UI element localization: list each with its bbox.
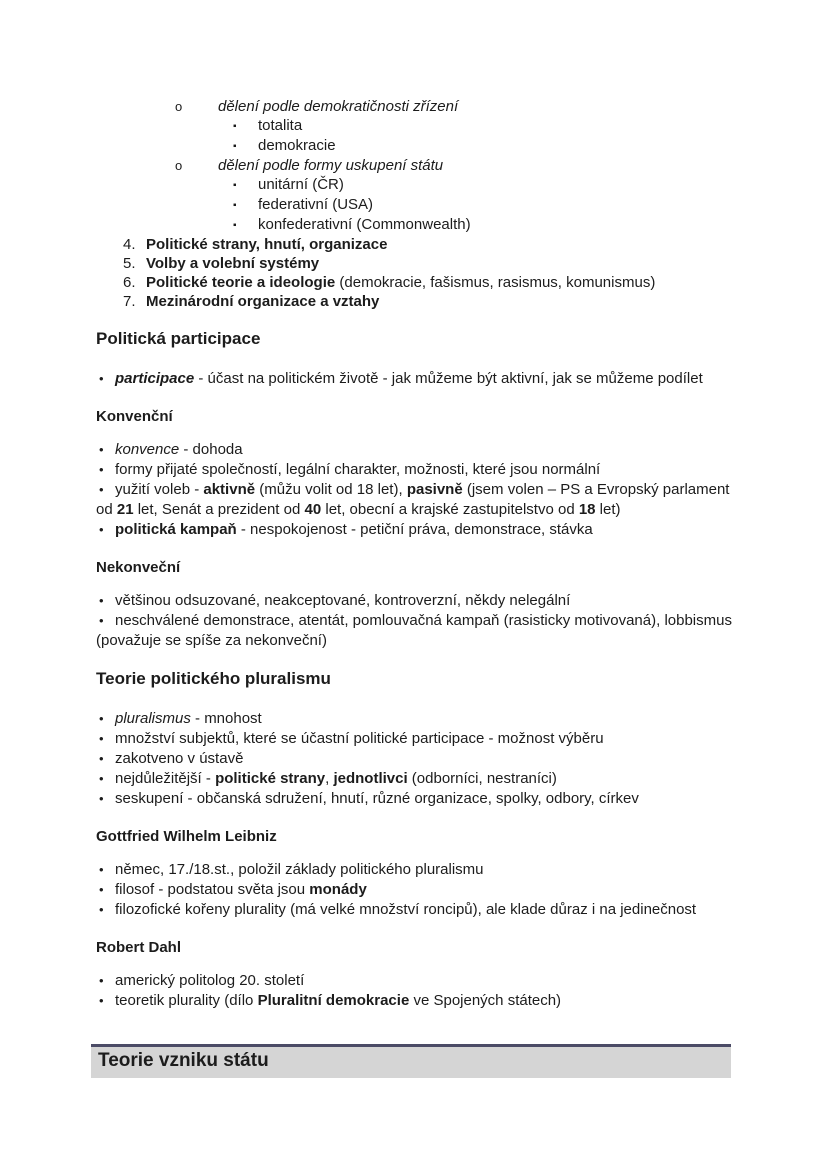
- square-bullet-icon: ▪: [233, 200, 237, 211]
- outline-square-item: [96, 175, 740, 195]
- section-heading: Konvenční: [96, 408, 173, 425]
- item-text: konvence - dohoda: [115, 441, 243, 458]
- list-item: [96, 789, 740, 809]
- list-item: [96, 769, 740, 789]
- item-text: politická kampaň - nespokojenost - petiční práva, demonstrace, stávka: [115, 521, 593, 538]
- list-item: [96, 991, 740, 1011]
- outline-label: dělení podle demokratičnosti zřízení: [218, 98, 459, 115]
- list-item: [96, 900, 740, 920]
- outline-label: federativní (USA): [258, 196, 374, 213]
- bullet-icon: •: [99, 482, 104, 497]
- outline-label: demokracie: [258, 137, 336, 154]
- item-number: 7.: [123, 293, 136, 310]
- numbered-item: [96, 273, 740, 292]
- item-text: filozofické kořeny plurality (má velké množství roncipů), ale klade důraz i na jedinečnost: [115, 901, 697, 918]
- item-text: seskupení - občanská sdružení, hnutí, různé organizace, spolky, odbory, církev: [115, 790, 639, 807]
- item-text: Volby a volební systémy: [146, 255, 320, 272]
- numbered-item: [96, 292, 740, 311]
- item-text: teoretik plurality (dílo Pluralitní demokracie ve Spojených státech): [115, 992, 562, 1009]
- outline-circle-item: [96, 156, 740, 175]
- item-text: němec, 17./18.st., položil základy politického pluralismu: [115, 861, 484, 878]
- item-text: neschválené demonstrace, atentát, pomlouvačná kampaň (rasisticky motivovaná), lobbismus (považuje se spíše za nekonveční): [96, 612, 732, 649]
- list-item: [96, 440, 740, 460]
- outline-label: dělení podle formy uskupení státu: [218, 157, 444, 174]
- item-text: pluralismus - mnohost: [115, 710, 262, 727]
- item-text: množství subjektů, které se účastní politické participace - možnost výběru: [115, 730, 604, 747]
- bullet-icon: •: [99, 522, 104, 537]
- list-item: [96, 709, 740, 729]
- list-item: [96, 729, 740, 749]
- list-item: [96, 591, 740, 611]
- list-item: [96, 520, 740, 540]
- bullet-icon: •: [99, 711, 104, 726]
- list-item: [96, 971, 740, 991]
- square-bullet-icon: ▪: [233, 220, 237, 231]
- outline-square-item: [96, 215, 740, 235]
- outline-circle-item: [96, 97, 740, 116]
- list-item: [96, 369, 740, 389]
- item-text: Politické teorie a ideologie (demokracie, fašismus, rasismus, komunismus): [146, 274, 656, 291]
- list-item: [96, 611, 740, 651]
- section-heading: Teorie politického pluralismu: [96, 669, 331, 688]
- section-heading-shaded: Teorie vzniku státu: [91, 1044, 731, 1078]
- list-item: [96, 480, 740, 520]
- bullet-icon: •: [99, 882, 104, 897]
- numbered-item: [96, 254, 740, 273]
- bullet-icon: •: [99, 751, 104, 766]
- item-number: 6.: [123, 274, 136, 291]
- bullet-icon: •: [99, 862, 104, 877]
- outline-square-item: [96, 195, 740, 215]
- outline-square-item: [96, 116, 740, 136]
- item-text: participace - účast na politickém životě - jak můžeme být aktivní, jak se můžeme podílet: [115, 370, 703, 387]
- square-bullet-icon: ▪: [233, 121, 237, 132]
- list-item: [96, 749, 740, 769]
- item-text: zakotveno v ústavě: [115, 750, 244, 767]
- bullet-icon: •: [99, 771, 104, 786]
- bullet-icon: •: [99, 462, 104, 477]
- square-bullet-icon: ▪: [233, 141, 237, 152]
- document-content: [96, 97, 740, 1078]
- item-text: Politické strany, hnutí, organizace: [146, 236, 388, 253]
- bullet-icon: •: [99, 442, 104, 457]
- item-text: yužití voleb - aktivně (můžu volit od 18 let), pasivně (jsem volen – PS a Evropský parlament od 21 let, Senát a prezident od 40 let, obecní a krajské zastupitelstvo od 18 let): [96, 481, 730, 518]
- numbered-item: [96, 235, 740, 254]
- section-heading: Robert Dahl: [96, 939, 182, 956]
- bullet-icon: •: [99, 973, 104, 988]
- outline-label: konfederativní (Commonwealth): [258, 216, 471, 233]
- circle-bullet-icon: o: [175, 99, 183, 114]
- item-text: americký politolog 20. století: [115, 972, 305, 989]
- section-heading: Gottfried Wilhelm Leibniz: [96, 828, 277, 845]
- outline-label: totalita: [258, 117, 303, 134]
- item-text: většinou odsuzované, neakceptované, kontroverzní, někdy nelegální: [115, 592, 571, 609]
- bullet-icon: •: [99, 731, 104, 746]
- circle-bullet-icon: o: [175, 158, 183, 173]
- section-heading: Nekonveční: [96, 559, 181, 576]
- outline-label: unitární (ČR): [258, 176, 344, 193]
- bullet-icon: •: [99, 791, 104, 806]
- item-text: formy přijaté společností, legální charakter, možnosti, které jsou normální: [115, 461, 601, 478]
- list-item: [96, 880, 740, 900]
- item-number: 5.: [123, 255, 136, 272]
- list-item: [96, 460, 740, 480]
- bullet-icon: •: [99, 613, 104, 628]
- square-bullet-icon: ▪: [233, 180, 237, 191]
- outline-square-item: [96, 136, 740, 156]
- section-heading: Politická participace: [96, 329, 261, 348]
- bullet-icon: •: [99, 593, 104, 608]
- item-text: Mezinárodní organizace a vztahy: [146, 293, 380, 310]
- item-text: filosof - podstatou světa jsou monády: [115, 881, 367, 898]
- bullet-icon: •: [99, 993, 104, 1008]
- item-text: nejdůležitější - politické strany, jednotlivci (odborníci, nestraníci): [115, 770, 557, 787]
- bullet-icon: •: [99, 902, 104, 917]
- list-item: [96, 860, 740, 880]
- bullet-icon: •: [99, 371, 104, 386]
- item-number: 4.: [123, 236, 136, 253]
